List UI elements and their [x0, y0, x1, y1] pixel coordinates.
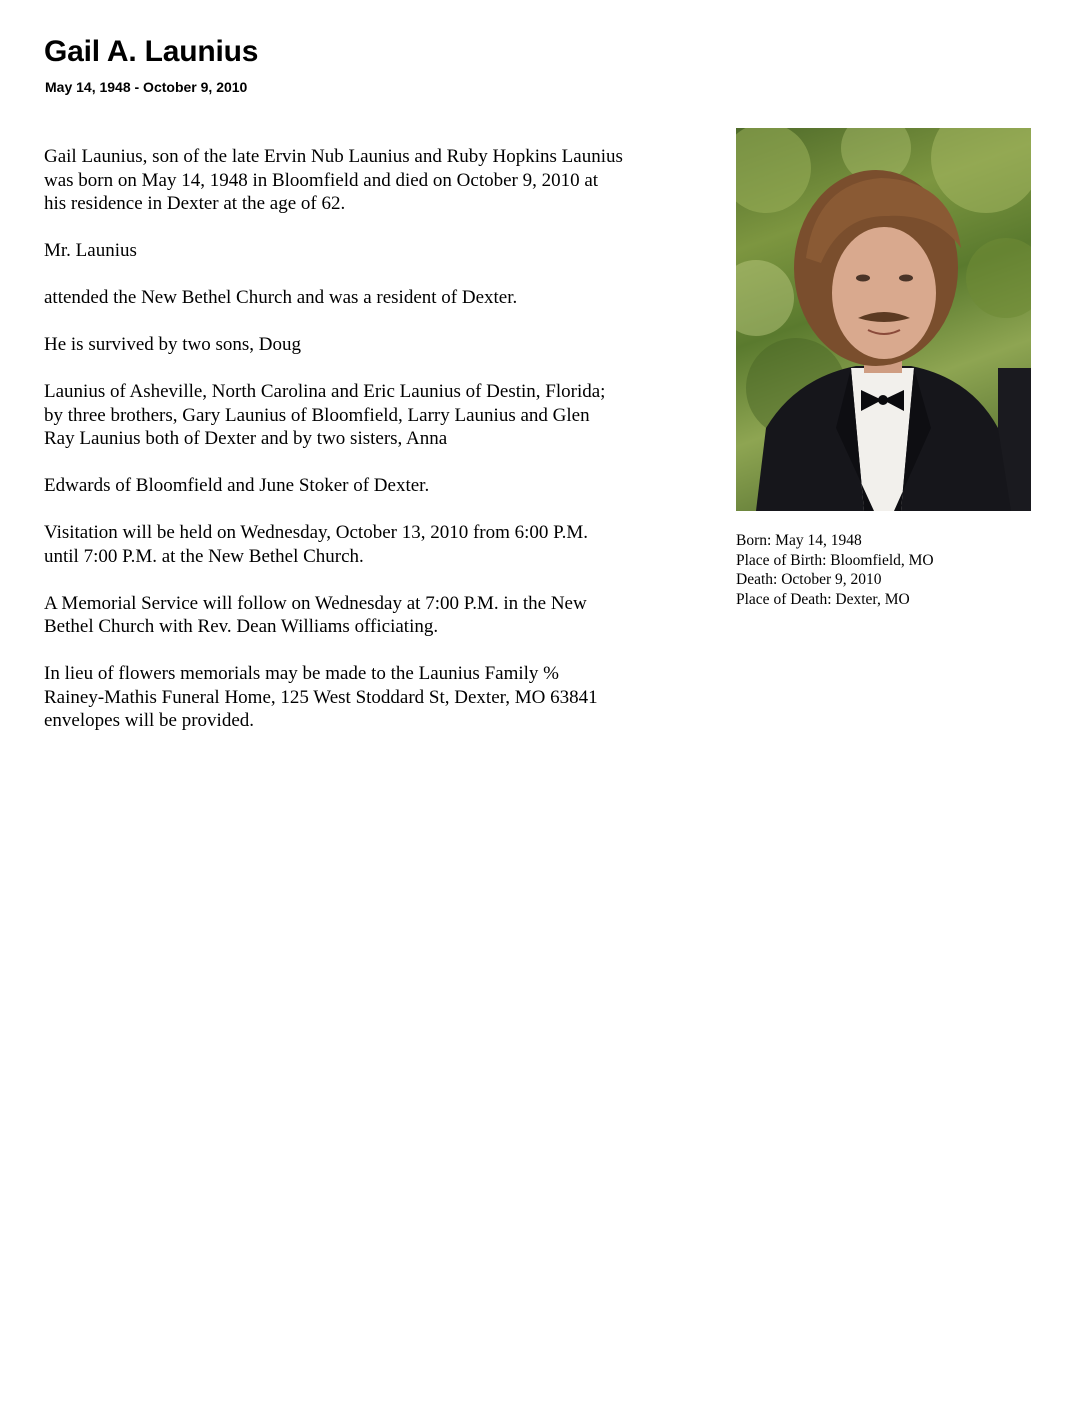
- fact-death: Death: October 9, 2010: [736, 571, 882, 588]
- paragraph-title: Mr. Launius: [44, 240, 137, 261]
- paragraph-sisters: Edwards of Bloomfield and June Stoker of Dexter.: [44, 475, 430, 496]
- fact-birth-place: Place of Birth: Bloomfield, MO: [736, 551, 934, 569]
- obituary-dates: May 14, 1948 - October 9, 2010: [45, 79, 248, 95]
- paragraph-memorials: In lieu of flowers memorials may be made to the Launius Family % Rainey-Mathis Funeral Home, 125 West Stoddard St, Dexter, MO 63841 envelopes will be provided.: [44, 663, 598, 731]
- obituary-name: Gail A. Launius: [44, 35, 259, 68]
- fact-born: Born: May 14, 1948: [736, 532, 862, 549]
- paragraph-visitation: Visitation will be held on Wednesday, October 13, 2010 from 6:00 P.M. until 7:00 P.M. at the New Bethel Church.: [44, 522, 589, 567]
- fact-death-place: Place of Death: Dexter, MO: [736, 590, 910, 608]
- vital-facts: [736, 531, 1066, 609]
- portrait-photo: [736, 128, 1031, 511]
- portrait-illustration: [736, 128, 1031, 511]
- paragraph-biography: Gail Launius, son of the late Ervin Nub Launius and Ruby Hopkins Launius was born on May 14, 1948 in Bloomfield and died on October 9, 2010 at his residence in Dexter at the age of 62.: [44, 146, 623, 214]
- paragraph-memorial-service: A Memorial Service will follow on Wednesday at 7:00 P.M. in the New Bethel Church with Rev. Dean Williams officiating.: [44, 592, 587, 637]
- paragraph-church: attended the New Bethel Church and was a resident of Dexter.: [44, 287, 518, 308]
- paragraph-survivors: Launius of Asheville, North Carolina and Eric Launius of Destin, Florida; by three brothers, Gary Launius of Bloomfield, Larry Launius and Glen Ray Launius both of Dexter and by two sisters, Anna: [44, 381, 606, 449]
- obituary-body: [44, 145, 734, 756]
- paragraph-survivors-intro: He is survived by two sons, Doug: [44, 334, 302, 355]
